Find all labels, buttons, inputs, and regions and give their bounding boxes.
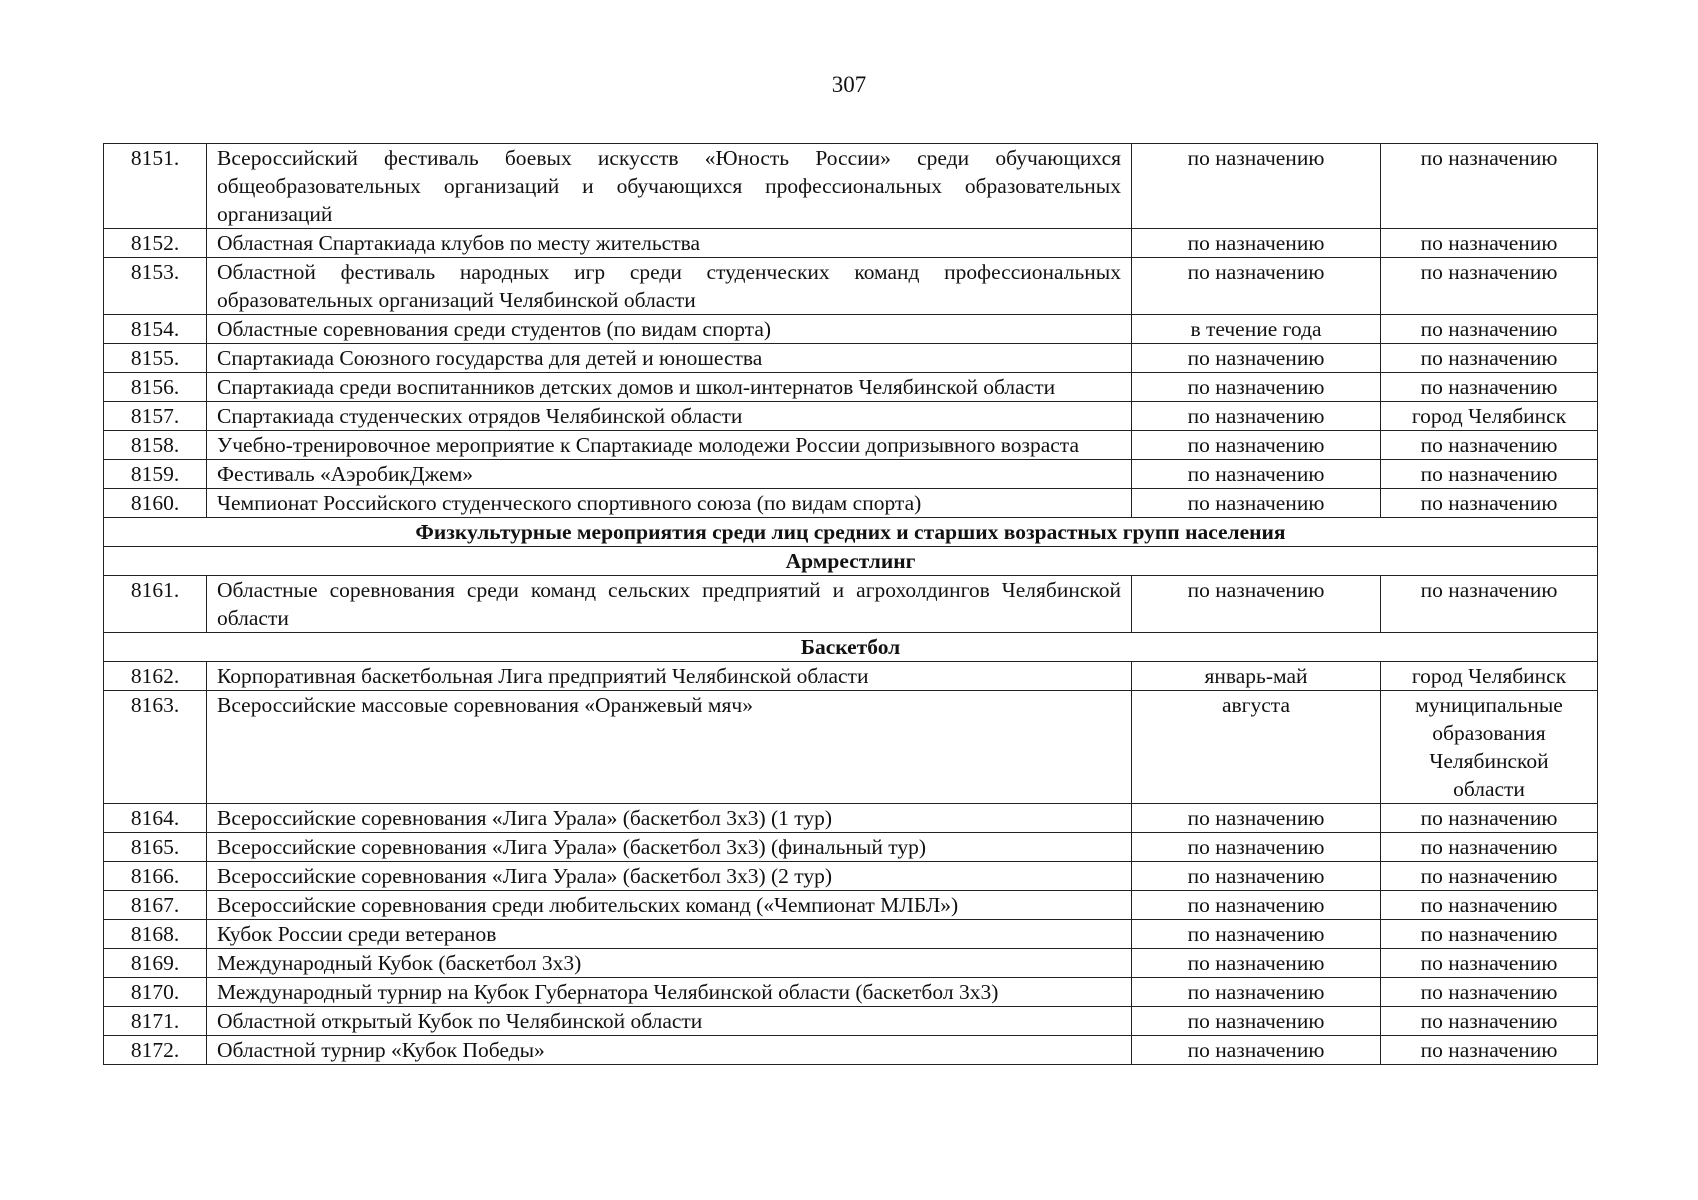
event-name: Корпоративная баскетбольная Лига предприятий Челябинской области	[207, 662, 1132, 691]
event-place: по назначению	[1381, 1036, 1598, 1065]
event-date: по назначению	[1132, 489, 1381, 518]
row-number: 8163.	[104, 691, 207, 804]
event-place: по назначению	[1381, 862, 1598, 891]
row-number: 8162.	[104, 662, 207, 691]
event-place: по назначению	[1381, 460, 1598, 489]
table-row	[104, 402, 1598, 431]
table-row	[104, 229, 1598, 258]
row-number: 8155.	[104, 344, 207, 373]
table-row	[104, 1007, 1598, 1036]
event-date: по назначению	[1132, 978, 1381, 1007]
table-row	[104, 373, 1598, 402]
event-date: по назначению	[1132, 833, 1381, 862]
section-heading: Армрестлинг	[104, 547, 1598, 576]
event-date: по назначению	[1132, 402, 1381, 431]
table-row	[104, 576, 1598, 633]
event-place: по назначению	[1381, 833, 1598, 862]
event-date: по назначению	[1132, 144, 1381, 229]
table-row	[104, 662, 1598, 691]
event-date: по назначению	[1132, 258, 1381, 315]
event-date: августа	[1132, 691, 1381, 804]
event-date: по назначению	[1132, 576, 1381, 633]
event-date: по назначению	[1132, 431, 1381, 460]
row-number: 8160.	[104, 489, 207, 518]
section-heading: Баскетбол	[104, 633, 1598, 662]
table-row	[104, 862, 1598, 891]
row-number: 8154.	[104, 315, 207, 344]
event-place: по назначению	[1381, 920, 1598, 949]
event-name: Всероссийские соревнования «Лига Урала» (баскетбол 3х3) (1 тур)	[207, 804, 1132, 833]
table-row	[104, 258, 1598, 315]
table-row	[104, 1036, 1598, 1065]
event-name: Областные соревнования среди команд сельских предприятий и агрохолдингов Челябинской области	[207, 576, 1132, 633]
event-name: Фестиваль «АэробикДжем»	[207, 460, 1132, 489]
event-date: по назначению	[1132, 229, 1381, 258]
event-date: по назначению	[1132, 460, 1381, 489]
section-row	[104, 518, 1598, 547]
event-place: по назначению	[1381, 344, 1598, 373]
row-number: 8161.	[104, 576, 207, 633]
event-date: по назначению	[1132, 949, 1381, 978]
table-row	[104, 949, 1598, 978]
section-row	[104, 633, 1598, 662]
events-table	[103, 143, 1598, 1065]
event-name: Всероссийский фестиваль боевых искусств «Юность России» среди обучающихся общеобразовательных организаций и обучающихся профессиональных образовательных организаций	[207, 144, 1132, 229]
event-name: Международный Кубок (баскетбол 3х3)	[207, 949, 1132, 978]
table-row	[104, 978, 1598, 1007]
events-table-body	[104, 144, 1598, 1065]
table-row	[104, 489, 1598, 518]
event-date: по назначению	[1132, 1007, 1381, 1036]
row-number: 8170.	[104, 978, 207, 1007]
event-name: Спартакиада среди воспитанников детских домов и школ-интернатов Челябинской области	[207, 373, 1132, 402]
row-number: 8166.	[104, 862, 207, 891]
section-row	[104, 547, 1598, 576]
event-date: в течение года	[1132, 315, 1381, 344]
row-number: 8157.	[104, 402, 207, 431]
row-number: 8171.	[104, 1007, 207, 1036]
event-name: Областная Спартакиада клубов по месту жительства	[207, 229, 1132, 258]
page-number: 307	[831, 72, 867, 97]
event-date: по назначению	[1132, 804, 1381, 833]
table-row	[104, 891, 1598, 920]
event-name: Международный турнир на Кубок Губернатора Челябинской области (баскетбол 3х3)	[207, 978, 1132, 1007]
event-place: город Челябинск	[1381, 662, 1598, 691]
row-number: 8164.	[104, 804, 207, 833]
event-place: по назначению	[1381, 373, 1598, 402]
table-row	[104, 804, 1598, 833]
event-place: по назначению	[1381, 949, 1598, 978]
table-row	[104, 833, 1598, 862]
event-name: Спартакиада студенческих отрядов Челябинской области	[207, 402, 1132, 431]
event-name: Всероссийские соревнования «Лига Урала» (баскетбол 3х3) (2 тур)	[207, 862, 1132, 891]
event-name: Областной открытый Кубок по Челябинской области	[207, 1007, 1132, 1036]
event-place: муниципальные образования Челябинской области	[1381, 691, 1598, 804]
event-place: по назначению	[1381, 258, 1598, 315]
row-number: 8153.	[104, 258, 207, 315]
table-row	[104, 691, 1598, 804]
row-number: 8151.	[104, 144, 207, 229]
table-row	[104, 344, 1598, 373]
event-name: Чемпионат Российского студенческого спортивного союза (по видам спорта)	[207, 489, 1132, 518]
event-name: Областной турнир «Кубок Победы»	[207, 1036, 1132, 1065]
event-date: по назначению	[1132, 891, 1381, 920]
table-row	[104, 315, 1598, 344]
event-date: по назначению	[1132, 862, 1381, 891]
event-place: город Челябинск	[1381, 402, 1598, 431]
event-name: Всероссийские массовые соревнования «Оранжевый мяч»	[207, 691, 1132, 804]
section-heading: Физкультурные мероприятия среди лиц средних и старших возрастных групп населения	[104, 518, 1598, 547]
event-name: Всероссийские соревнования среди любительских команд («Чемпионат МЛБЛ»)	[207, 891, 1132, 920]
row-number: 8158.	[104, 431, 207, 460]
event-place: по назначению	[1381, 1007, 1598, 1036]
event-name: Всероссийские соревнования «Лига Урала» (баскетбол 3х3) (финальный тур)	[207, 833, 1132, 862]
event-place: по назначению	[1381, 489, 1598, 518]
event-date: по назначению	[1132, 344, 1381, 373]
event-name: Кубок России среди ветеранов	[207, 920, 1132, 949]
event-name: Областные соревнования среди студентов (по видам спорта)	[207, 315, 1132, 344]
row-number: 8167.	[104, 891, 207, 920]
event-name: Спартакиада Союзного государства для детей и юношества	[207, 344, 1132, 373]
table-row	[104, 920, 1598, 949]
event-date: по назначению	[1132, 920, 1381, 949]
event-name: Областной фестиваль народных игр среди студенческих команд профессиональных образовательных организаций Челябинской области	[207, 258, 1132, 315]
row-number: 8165.	[104, 833, 207, 862]
row-number: 8172.	[104, 1036, 207, 1065]
table-row	[104, 431, 1598, 460]
row-number: 8156.	[104, 373, 207, 402]
event-place: по назначению	[1381, 431, 1598, 460]
event-place: по назначению	[1381, 978, 1598, 1007]
event-date: по назначению	[1132, 1036, 1381, 1065]
row-number: 8152.	[104, 229, 207, 258]
event-date: по назначению	[1132, 373, 1381, 402]
event-name: Учебно-тренировочное мероприятие к Спартакиаде молодежи России допризывного возраста	[207, 431, 1132, 460]
table-row	[104, 144, 1598, 229]
event-place: по назначению	[1381, 229, 1598, 258]
event-place: по назначению	[1381, 144, 1598, 229]
row-number: 8159.	[104, 460, 207, 489]
event-place: по назначению	[1381, 576, 1598, 633]
event-place: по назначению	[1381, 315, 1598, 344]
event-date: январь-май	[1132, 662, 1381, 691]
event-place: по назначению	[1381, 891, 1598, 920]
event-place: по назначению	[1381, 804, 1598, 833]
row-number: 8168.	[104, 920, 207, 949]
table-row	[104, 460, 1598, 489]
row-number: 8169.	[104, 949, 207, 978]
